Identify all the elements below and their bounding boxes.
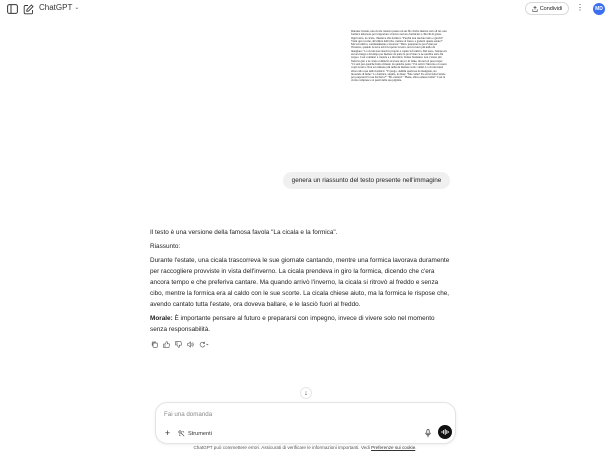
regenerate-icon[interactable]: [198, 340, 209, 348]
moral-label: Morale:: [150, 315, 173, 322]
share-label: Condividi: [539, 5, 563, 12]
summary-body: Durante l'estate, una cicala trascorreva le sue giornate cantando, mentre una formica lavorava duramente per raccogliere provviste in vista dell'inverno. La cicala prendeva in giro la formica, dicendo che c'era ancora tempo e che preferiva cantare. Ma quando arrivò l'inverno, la cicala si ritrovò al freddo e senza cibo, mentre la formica era al caldo con le sue scorte. La cicala chiese aiuto, ma la formica le rispose che, avendo cantato tutta l'estate, ora doveva ballare, e le lasciò fuori al freddo.: [150, 257, 450, 308]
uploaded-image-text: Durante l'estate, una cicala cantava presso un un filo d'erba mentre sotto di lei, una formica laboriosa per trasportare al sicuro nel suo formicaio i chicchi di grano. Ogni tanto, la cicala, chiedeva alla formica: "Perché non lasciate tutto e giochi? Vieni qui con me, all'ombra dell'erba, cantare al fresco e godersi questa estate!" Ma la formica, continuamente a lavorare: "Devo preparare le provviste per l'inverno, quando la neve avrà ricoperto la terra, non troverò più nulla da mangiare." La cicala non riusciva proprio a capire la formica. Del resto, l'estate era ancora lunga e di tempo per mettere da parte le provviste ce ne sarebbe stato fin troppo. Così continuò a cantare e a divertirsi. Venne l'autunno: non c'erano più frutti in giro e la cicala cominciò ad avere un po' di fame, ma non si preoccupò: "Ci sarà pur qualche frutto rimasto da qualche parte." Poi arrivò l'inverno e la neve coprì la terra. Non era rimasto più nulla da mettere sotto i denti. La cicala bussò allora alla casa della formica: "Ti prego, dammi qualcosa da mangiare, sto morendo di fame." La formica, stupita, le disse: "Ma come? Tu avevi tutta l'estate per prepararti! Cosa hai fatto?" "Ho cantato!" "Bene, allora adesso balla!" Così la cicala comprese e si pentì della sua pigrizia.: [351, 29, 448, 83]
share-button[interactable]: [525, 2, 569, 15]
share-icon: [532, 6, 538, 12]
tools-button[interactable]: [178, 428, 212, 439]
cookie-preferences-link[interactable]: Preferenze sui cookie: [371, 445, 416, 450]
disclaimer-text: ChatGPT può commettere errori. Assicurati di verificare le informazioni importanti. Vedi: [193, 445, 372, 450]
avatar[interactable]: MD: [593, 3, 605, 15]
thumbs-down-icon[interactable]: [174, 340, 182, 348]
copy-icon[interactable]: [150, 340, 158, 348]
model-selector[interactable]: [39, 3, 79, 12]
new-chat-icon[interactable]: [22, 3, 34, 15]
disclaimer-footer: [0, 445, 610, 450]
voice-mode-button[interactable]: [438, 425, 452, 439]
prompt-input[interactable]: [164, 409, 424, 420]
moral-paragraph: [150, 313, 450, 335]
thumbs-up-icon[interactable]: [162, 340, 170, 348]
chevron-down-icon: ⌄: [74, 5, 80, 11]
tools-label: Strumenti: [188, 430, 212, 437]
user-message: genera un riassunto del testo presente nell'immagine: [283, 172, 450, 189]
moral-text: È importante pensare al futuro e prepararsi con impegno, invece di vivere solo nel momento senza responsabilità.: [150, 315, 435, 333]
scroll-down-button[interactable]: [300, 387, 312, 399]
assistant-intro: Il testo è una versione della famosa favola "La cicala e la formica".: [150, 229, 338, 236]
model-name: ChatGPT: [39, 3, 73, 12]
uploaded-image[interactable]: [351, 30, 447, 163]
waveform-icon: [441, 429, 449, 435]
microphone-icon[interactable]: [423, 428, 433, 439]
tools-icon: [178, 430, 185, 437]
message-actions: [150, 339, 209, 349]
plus-icon[interactable]: +: [164, 428, 171, 438]
disclaimer-end: .: [415, 445, 417, 450]
sidebar-toggle-icon[interactable]: [6, 3, 18, 15]
arrow-down-icon: ↓: [304, 389, 308, 397]
top-bar: [0, 0, 610, 18]
composer: [155, 402, 456, 444]
summary-label: Riassunto:: [150, 243, 181, 250]
read-aloud-icon[interactable]: [186, 340, 194, 348]
more-options-icon[interactable]: ⋮: [576, 3, 584, 12]
